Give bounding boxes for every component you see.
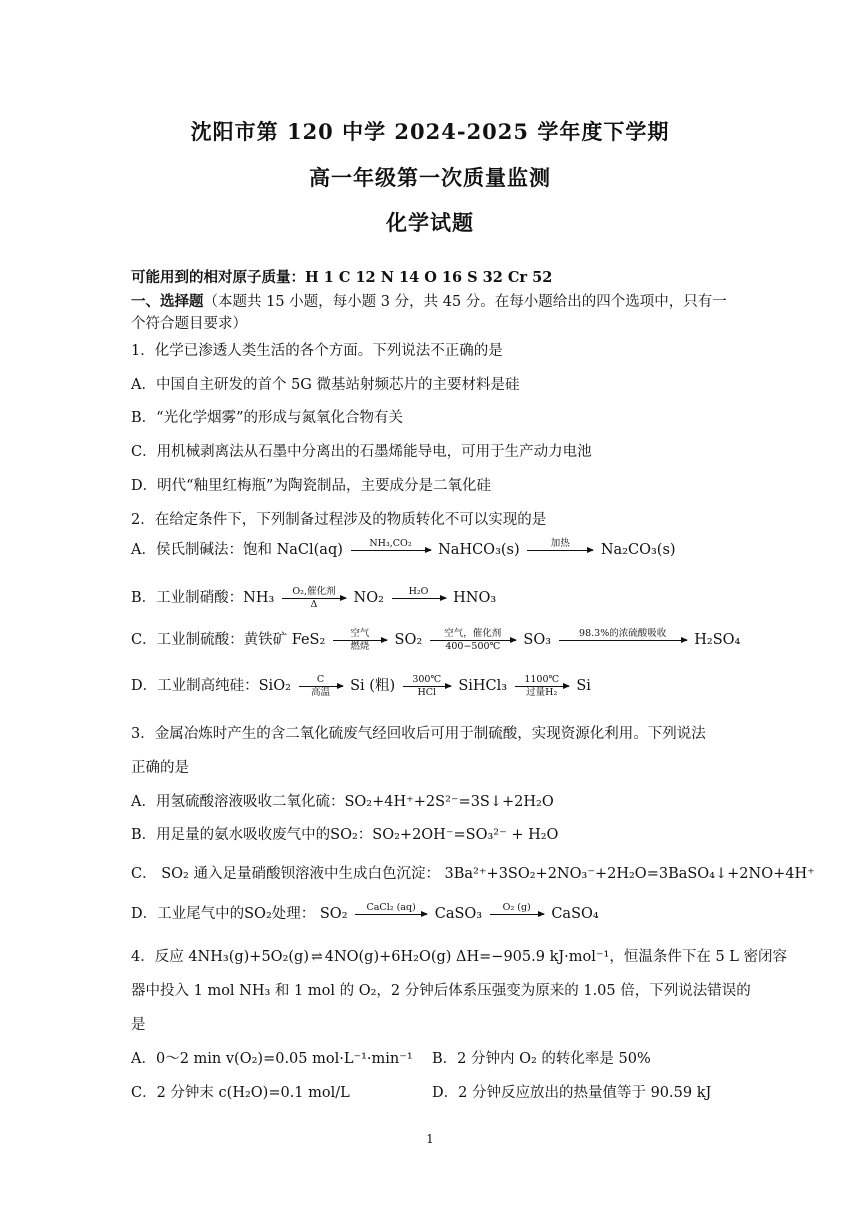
q2-a-prefix: A．侯氏制碱法：饱和 NaCl(aq) (131, 542, 343, 558)
atomic-masses: 可能用到的相对原子质量：H 1 C 12 N 14 O 16 S 32 Cr 52 (131, 269, 553, 286)
reaction-arrow: NH₃,CO₂ (351, 539, 431, 562)
q4-stem-a: 4．反应 4NH₃(g)+5O₂(g) (131, 949, 309, 965)
q2-c-mid2: SO₃ (523, 632, 552, 648)
reaction-arrow: C 高温 (299, 675, 343, 698)
q3-d-mid: CaSO₃ (434, 906, 483, 922)
q1-option-a: A．中国自主研发的首个 5G 微基站射频芯片的主要材料是硅 (131, 377, 520, 393)
q2-c-mid1: SO₂ (394, 632, 423, 648)
q3-option-c: C． SO₂ 通入足量硝酸钡溶液中生成白色沉淀： 3Ba²⁺+3SO₂+2NO₃⁻+2H₂O=3BaSO₄↓+2NO+4H⁺ (131, 866, 815, 882)
q3-option-b: B．用足量的氨水吸收废气中的SO₂：SO₂+2OH⁻=SO₃²⁻ + H₂O (131, 827, 559, 843)
exam-title: 高一年级第一次质量监测 (309, 165, 551, 190)
q2-d-mid2: SiHCl₃ (458, 678, 508, 694)
q4-option-b: B．2 分钟内 O₂ 的转化率是 50% (432, 1051, 651, 1067)
q3-option-a: A．用氢硫酸溶液吸收二氧化硫：SO₂+4H⁺+2S²⁻=3S↓+2H₂O (131, 794, 554, 810)
q2-b-mid: NO₂ (353, 590, 384, 606)
q3-option-d (131, 902, 599, 926)
q2-option-c (131, 628, 740, 652)
q2-option-d (131, 674, 591, 698)
q1-option-d: D．明代“釉里红梅瓶”为陶瓷制品，主要成分是二氧化硅 (131, 478, 491, 494)
school-title: 沈阳市第 120 中学 2024-2025 学年度下学期 (190, 119, 670, 144)
q1-option-c: C．用机械剥离法从石墨中分离出的石墨烯能导电，可用于生产动力电池 (131, 444, 592, 460)
section1-header (131, 290, 727, 311)
reaction-arrow: O₂ (g) (490, 903, 544, 926)
q2-d-end: Si (576, 678, 591, 694)
q1-option-b: B．“光化学烟雾”的形成与氮氧化合物有关 (131, 410, 403, 426)
q2-c-end: H₂SO₄ (694, 632, 741, 648)
page-number: 1 (426, 1132, 434, 1146)
q4-option-c: C．2 分钟末 c(H₂O)=0.1 mol/L (131, 1085, 350, 1101)
section1-desc2: 个符合题目要求） (131, 316, 247, 332)
reaction-arrow: 300℃ HCl (403, 675, 451, 698)
section1-desc1: （本题共 15 小题，每小题 3 分，共 45 分。在每小题给出的四个选项中，只有一 (203, 294, 727, 310)
q3-d-prefix: D．工业尾气中的SO₂处理： SO₂ (131, 906, 348, 922)
reaction-arrow: H₂O (392, 587, 446, 610)
reaction-arrow: 空气 燃烧 (333, 629, 387, 652)
q2-d-mid1: Si (粗) (350, 678, 396, 694)
q2-a-end: Na₂CO₃(s) (600, 542, 676, 558)
q1-stem: 1．化学已渗透人类生活的各个方面。下列说法不正确的是 (131, 343, 503, 359)
reaction-arrow: 1100℃ 过量H₂ (515, 675, 569, 698)
reaction-arrow: O₂,催化剂 Δ (282, 587, 346, 610)
q2-c-prefix: C．工业制硫酸：黄铁矿 FeS₂ (131, 632, 326, 648)
q4-stem-b: 4NO(g)+6H₂O(g) ΔH=−905.9 kJ·mol⁻¹，恒温条件下在 5 L 密闭容 (324, 949, 788, 965)
q4-option-a: A．0～2 min v(O₂)=0.05 mol·L⁻¹·min⁻¹ (131, 1051, 413, 1067)
q4-option-d: D．2 分钟反应放出的热量值等于 90.59 kJ (432, 1085, 712, 1101)
section1-label: 一、选择题 (131, 293, 204, 310)
subject-title: 化学试题 (386, 210, 474, 235)
q3-stem-line1: 3．金属冶炼时产生的含二氧化硫废气经回收后可用于制硫酸，实现资源化利用。下列说法 (131, 726, 706, 742)
q2-d-prefix: D．工业制高纯硅：SiO₂ (131, 678, 291, 694)
reaction-arrow: CaCl₂ (aq) (355, 903, 427, 926)
reaction-arrow: 空气，催化剂 400−500℃ (430, 629, 516, 652)
q2-option-a (131, 538, 676, 562)
q2-stem: 2．在给定条件下，下列制备过程涉及的物质转化不可以实现的是 (131, 512, 547, 528)
q3-stem-line2: 正确的是 (131, 760, 189, 776)
q3-d-end: CaSO₄ (551, 906, 599, 922)
reaction-arrow: 98.3%的浓硫酸吸收 (559, 629, 687, 652)
q4-stem-line3: 是 (131, 1017, 146, 1033)
reaction-arrow: 加热 (527, 539, 593, 562)
q2-option-b (131, 586, 496, 610)
q2-b-end: HNO₃ (453, 590, 497, 606)
q4-stem-line2: 器中投入 1 mol NH₃ 和 1 mol 的 O₂，2 分钟后体系压强变为原来的 1.05 倍，下列说法错误的 (131, 983, 751, 999)
q2-b-prefix: B．工业制硝酸：NH₃ (131, 590, 275, 606)
q4-stem-line1 (131, 945, 787, 966)
q2-a-mid: NaHCO₃(s) (438, 542, 520, 558)
equilibrium-arrow-icon: ⇌ (310, 949, 323, 965)
